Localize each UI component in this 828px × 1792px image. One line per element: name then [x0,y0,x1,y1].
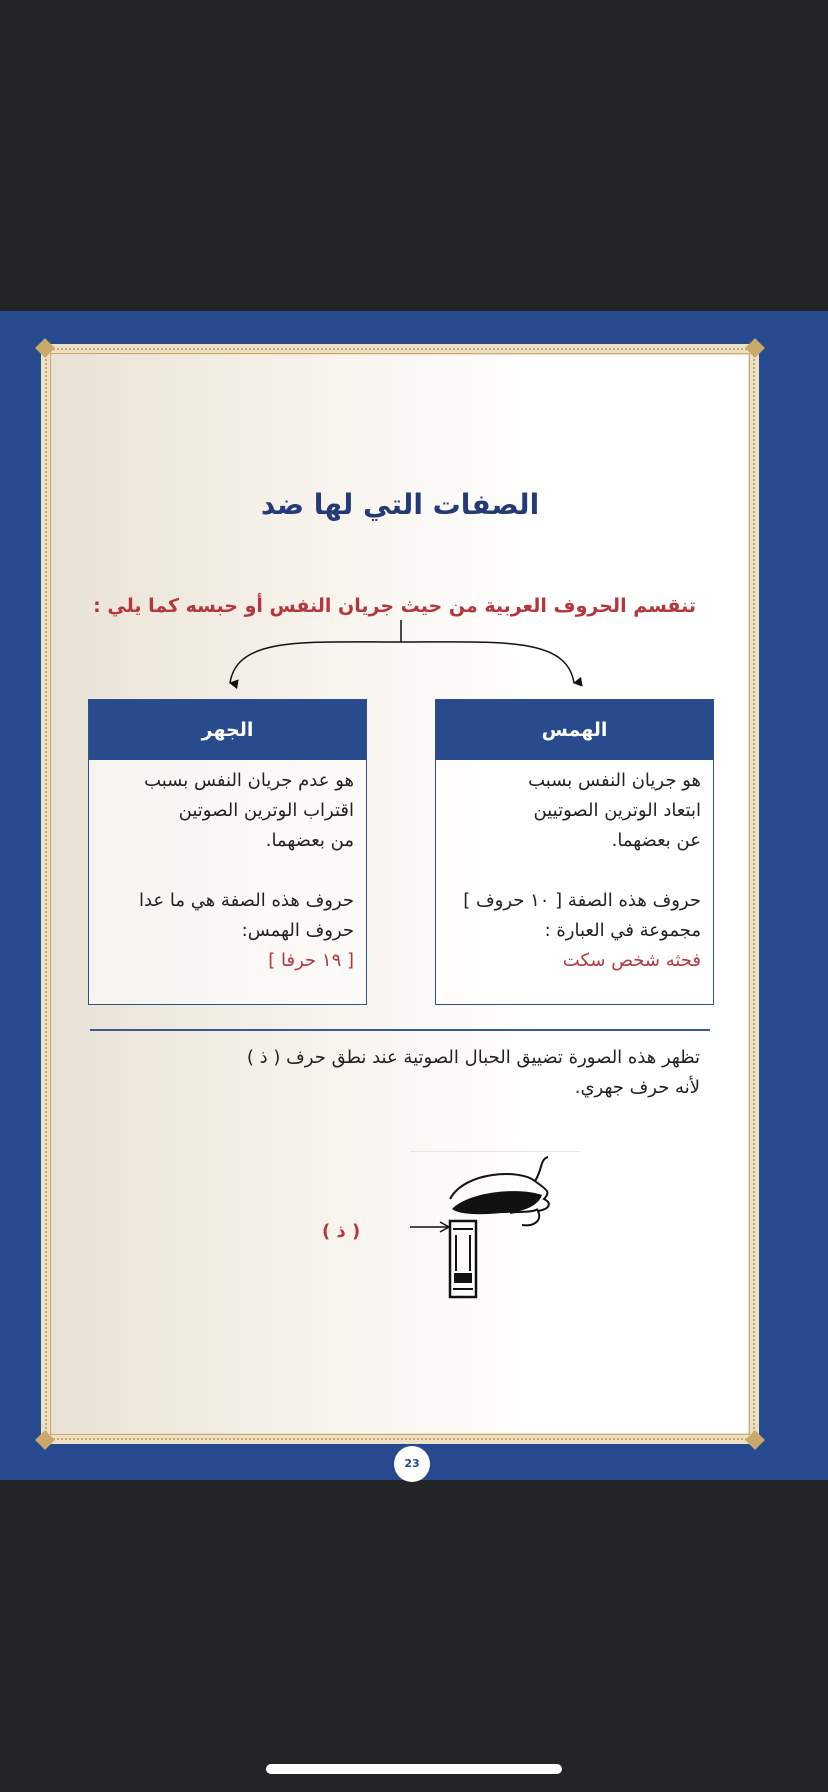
ornamental-frame [41,344,759,1444]
description-line: تظهر هذه الصورة تضييق الحبال الصوتية عند نطق حرف ( ذ ) [246,1047,700,1068]
home-indicator[interactable] [266,1764,562,1774]
jahr-definition-line: من بعضهما. [265,830,354,851]
figure-description [100,1043,700,1103]
page-title: الصفات التي لها ضد [260,488,540,521]
jahr-definition-line: هو عدم جريان النفس بسبب [144,770,354,791]
hams-body [436,760,713,976]
jahr-letters-line: حروف الهمس: [241,920,354,941]
description-line: لأنه حرف جهري. [574,1077,700,1098]
hams-letters-line: حروف هذه الصفة [ ١٠ حروف ] [463,890,701,911]
page-subtitle: تنقسم الحروف العربية من حيث جريان النفس أو حبسه كما يلي : [93,595,696,617]
jahr-heading: الجهر [89,700,366,760]
vocal-cords-illustration-icon [410,1151,580,1301]
hams-definition-line: عن بعضهما. [611,830,701,851]
jahr-body [89,760,366,976]
section-divider [90,1029,710,1031]
hams-definition-line: ابتعاد الوترين الصوتيين [533,800,701,821]
jahr-count: [ ١٩ حرفا ] [268,950,354,971]
hams-definition-line: هو جريان النفس بسبب [528,770,701,791]
jahr-letters-line: حروف هذه الصفة هي ما عدا [138,890,354,911]
hams-phrase: فحثه شخص سكت [562,950,701,971]
split-arrows-icon [52,617,770,689]
frame-corner-ornament [35,338,55,358]
jahr-box [88,699,367,1005]
hams-letters-line: مجموعة في العبارة : [544,920,701,941]
book-page [0,311,828,1480]
letter-label: ( ذ ) [322,1221,361,1242]
frame-corner-ornament [745,1430,765,1450]
hams-heading: الهمس [436,700,713,760]
page-number-badge: 23 [394,1446,430,1482]
hams-box [435,699,714,1005]
frame-corner-ornament [35,1430,55,1450]
jahr-definition-line: اقتراب الوترين الصوتين [178,800,354,821]
frame-corner-ornament [745,338,765,358]
